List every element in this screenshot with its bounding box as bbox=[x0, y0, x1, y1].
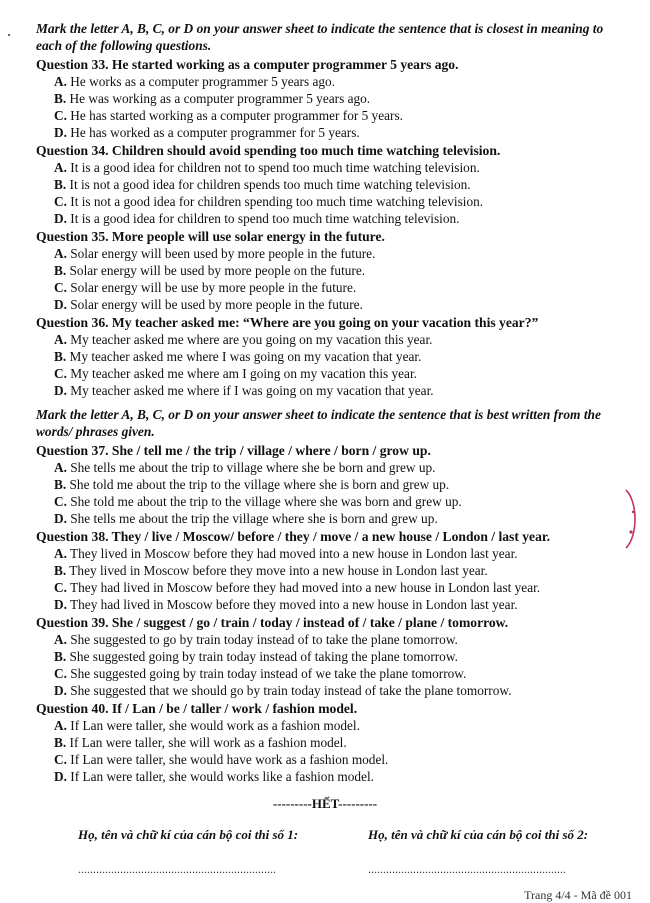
answer-option bbox=[36, 579, 636, 596]
answer-option bbox=[36, 382, 636, 399]
instructions-meaning: Mark the letter A, B, C, or D on your answer sheet to indicate the sentence that is closest in meaning to each of the following questions. bbox=[36, 21, 604, 53]
answer-option bbox=[36, 245, 636, 262]
option-text: It is not a good idea for children spends too much time watching television. bbox=[69, 177, 471, 192]
proctor-1-signature-line: .................................................................. bbox=[78, 862, 276, 876]
answer-option bbox=[36, 510, 636, 527]
answer-option bbox=[36, 545, 636, 562]
answer-option bbox=[36, 365, 636, 382]
proctor-2-signature-line: .................................................................. bbox=[368, 862, 566, 876]
option-letter: B. bbox=[54, 263, 67, 278]
option-letter: D. bbox=[54, 211, 67, 226]
question-block bbox=[36, 614, 636, 699]
option-text: She suggested going by train today instead of we take the plane tomorrow. bbox=[70, 666, 467, 681]
option-text: They lived in Moscow before they had moved into a new house in London last year. bbox=[70, 546, 518, 561]
option-letter: B. bbox=[54, 649, 67, 664]
option-letter: A. bbox=[54, 74, 67, 89]
option-text: My teacher asked me where I was going on my vacation that year. bbox=[69, 349, 422, 364]
answer-option bbox=[36, 176, 636, 193]
option-letter: A. bbox=[54, 546, 67, 561]
option-letter: D. bbox=[54, 769, 67, 784]
instructions-written: Mark the letter A, B, C, or D on your answer sheet to indicate the sentence that is best written from the words/ phrases given. bbox=[36, 407, 601, 439]
question-block bbox=[36, 314, 636, 399]
option-letter: C. bbox=[54, 366, 67, 381]
option-letter: A. bbox=[54, 718, 67, 733]
option-text: She tells me about the trip the village where she is born and grew up. bbox=[70, 511, 438, 526]
option-text: My teacher asked me where are you going on my vacation this year. bbox=[70, 332, 433, 347]
option-text: She tells me about the trip to village where she be born and grew up. bbox=[70, 460, 436, 475]
option-text: They lived in Moscow before they move into a new house in London last year. bbox=[69, 563, 488, 578]
page-number: Trang 4/4 - Mã đề 001 bbox=[524, 888, 632, 902]
option-text: Solar energy will be used by more people on the future. bbox=[69, 263, 366, 278]
question-block bbox=[36, 442, 636, 527]
option-text: My teacher asked me where if I was going on my vacation that year. bbox=[70, 383, 434, 398]
option-text: He has started working as a computer programmer for 5 years. bbox=[70, 108, 403, 123]
option-text: My teacher asked me where am I going on my vacation this year. bbox=[70, 366, 417, 381]
answer-option bbox=[36, 279, 636, 296]
answer-option bbox=[36, 734, 636, 751]
question-title: Question 33. He started working as a computer programmer 5 years ago. bbox=[36, 57, 459, 72]
answer-option bbox=[36, 665, 636, 682]
option-letter: C. bbox=[54, 666, 67, 681]
option-text: It is a good idea for children to spend too much time watching television. bbox=[70, 211, 460, 226]
question-block bbox=[36, 700, 636, 785]
option-letter: D. bbox=[54, 597, 67, 612]
question-block bbox=[36, 142, 636, 227]
question-title: Question 39. She / suggest / go / train / today / instead of / take / plane / tomorrow. bbox=[36, 615, 509, 630]
question-title: Question 40. If / Lan / be / taller / work / fashion model. bbox=[36, 701, 358, 716]
proctor-2-label: Họ, tên và chữ kí của cán bộ coi thi số 2: bbox=[368, 827, 589, 842]
option-letter: B. bbox=[54, 563, 67, 578]
end-marker: ---------HẾT--------- bbox=[272, 796, 378, 811]
option-text: Solar energy will been used by more people in the future. bbox=[70, 246, 376, 261]
option-text: If Lan were taller, she would work as a fashion model. bbox=[70, 718, 360, 733]
answer-option bbox=[36, 459, 636, 476]
option-letter: C. bbox=[54, 280, 67, 295]
option-letter: D. bbox=[54, 383, 67, 398]
option-text: She told me about the trip to the village where she was born and grew up. bbox=[70, 494, 462, 509]
option-letter: C. bbox=[54, 752, 67, 767]
option-letter: C. bbox=[54, 580, 67, 595]
option-text: If Lan were taller, she would works like a fashion model. bbox=[70, 769, 374, 784]
option-text: He was working as a computer programmer 5 years ago. bbox=[69, 91, 371, 106]
question-block bbox=[36, 56, 636, 141]
option-letter: A. bbox=[54, 332, 67, 347]
answer-option bbox=[36, 73, 636, 90]
answer-option bbox=[36, 493, 636, 510]
option-text: If Lan were taller, she will work as a fashion model. bbox=[69, 735, 347, 750]
answer-option bbox=[36, 124, 636, 141]
question-title: Question 37. She / tell me / the trip / village / where / born / grow up. bbox=[36, 443, 431, 458]
option-letter: C. bbox=[54, 194, 67, 209]
option-letter: B. bbox=[54, 177, 67, 192]
option-letter: C. bbox=[54, 108, 67, 123]
answer-option bbox=[36, 296, 636, 313]
option-letter: A. bbox=[54, 160, 67, 175]
option-text: They had lived in Moscow before they had moved into a new house in London last year. bbox=[70, 580, 541, 595]
answer-option bbox=[36, 562, 636, 579]
margin-dot bbox=[8, 34, 10, 36]
option-letter: B. bbox=[54, 349, 67, 364]
option-text: They had lived in Moscow before they moved into a new house in London last year. bbox=[70, 597, 518, 612]
option-letter: D. bbox=[54, 683, 67, 698]
option-letter: A. bbox=[54, 632, 67, 647]
option-letter: D. bbox=[54, 125, 67, 140]
proctor-1-label: Họ, tên và chữ kí của cán bộ coi thi số 1: bbox=[78, 827, 299, 842]
answer-option bbox=[36, 596, 636, 613]
answer-option bbox=[36, 262, 636, 279]
option-letter: C. bbox=[54, 494, 67, 509]
answer-option bbox=[36, 107, 636, 124]
option-text: She suggested that we should go by train today instead of take the plane tomorrow. bbox=[70, 683, 512, 698]
option-letter: B. bbox=[54, 91, 67, 106]
option-text: Solar energy will be used by more people in the future. bbox=[70, 297, 363, 312]
option-text: He works as a computer programmer 5 years ago. bbox=[70, 74, 336, 89]
answer-option bbox=[36, 648, 636, 665]
option-letter: D. bbox=[54, 511, 67, 526]
answer-option bbox=[36, 751, 636, 768]
option-text: She suggested to go by train today instead of to take the plane tomorrow. bbox=[70, 632, 458, 647]
option-text: He has worked as a computer programmer for 5 years. bbox=[70, 125, 360, 140]
question-title: Question 35. More people will use solar energy in the future. bbox=[36, 229, 385, 244]
option-letter: B. bbox=[54, 735, 67, 750]
option-text: It is not a good idea for children spending too much time watching television. bbox=[70, 194, 484, 209]
stamp-mark bbox=[612, 488, 640, 550]
answer-option bbox=[36, 631, 636, 648]
option-text: She suggested going by train today instead of taking the plane tomorrow. bbox=[69, 649, 458, 664]
option-text: She told me about the trip to the village where she is born and grew up. bbox=[69, 477, 450, 492]
question-title: Question 38. They / live / Moscow/ before / they / move / a new house / London / last year. bbox=[36, 529, 551, 544]
option-letter: A. bbox=[54, 246, 67, 261]
option-letter: B. bbox=[54, 477, 67, 492]
question-block bbox=[36, 528, 636, 613]
answer-option bbox=[36, 193, 636, 210]
option-text: If Lan were taller, she would have work as a fashion model. bbox=[70, 752, 389, 767]
option-text: Solar energy will be use by more people in the future. bbox=[70, 280, 357, 295]
option-letter: D. bbox=[54, 297, 67, 312]
answer-option bbox=[36, 331, 636, 348]
answer-option bbox=[36, 348, 636, 365]
answer-option bbox=[36, 768, 636, 785]
option-letter: A. bbox=[54, 460, 67, 475]
option-text: It is a good idea for children not to spend too much time watching television. bbox=[70, 160, 480, 175]
answer-option bbox=[36, 476, 636, 493]
answer-option bbox=[36, 159, 636, 176]
question-block bbox=[36, 228, 636, 313]
question-title: Question 34. Children should avoid spending too much time watching television. bbox=[36, 143, 501, 158]
answer-option bbox=[36, 210, 636, 227]
answer-option bbox=[36, 717, 636, 734]
answer-option bbox=[36, 90, 636, 107]
answer-option bbox=[36, 682, 636, 699]
question-title: Question 36. My teacher asked me: “Where are you going on your vacation this year?” bbox=[36, 315, 539, 330]
